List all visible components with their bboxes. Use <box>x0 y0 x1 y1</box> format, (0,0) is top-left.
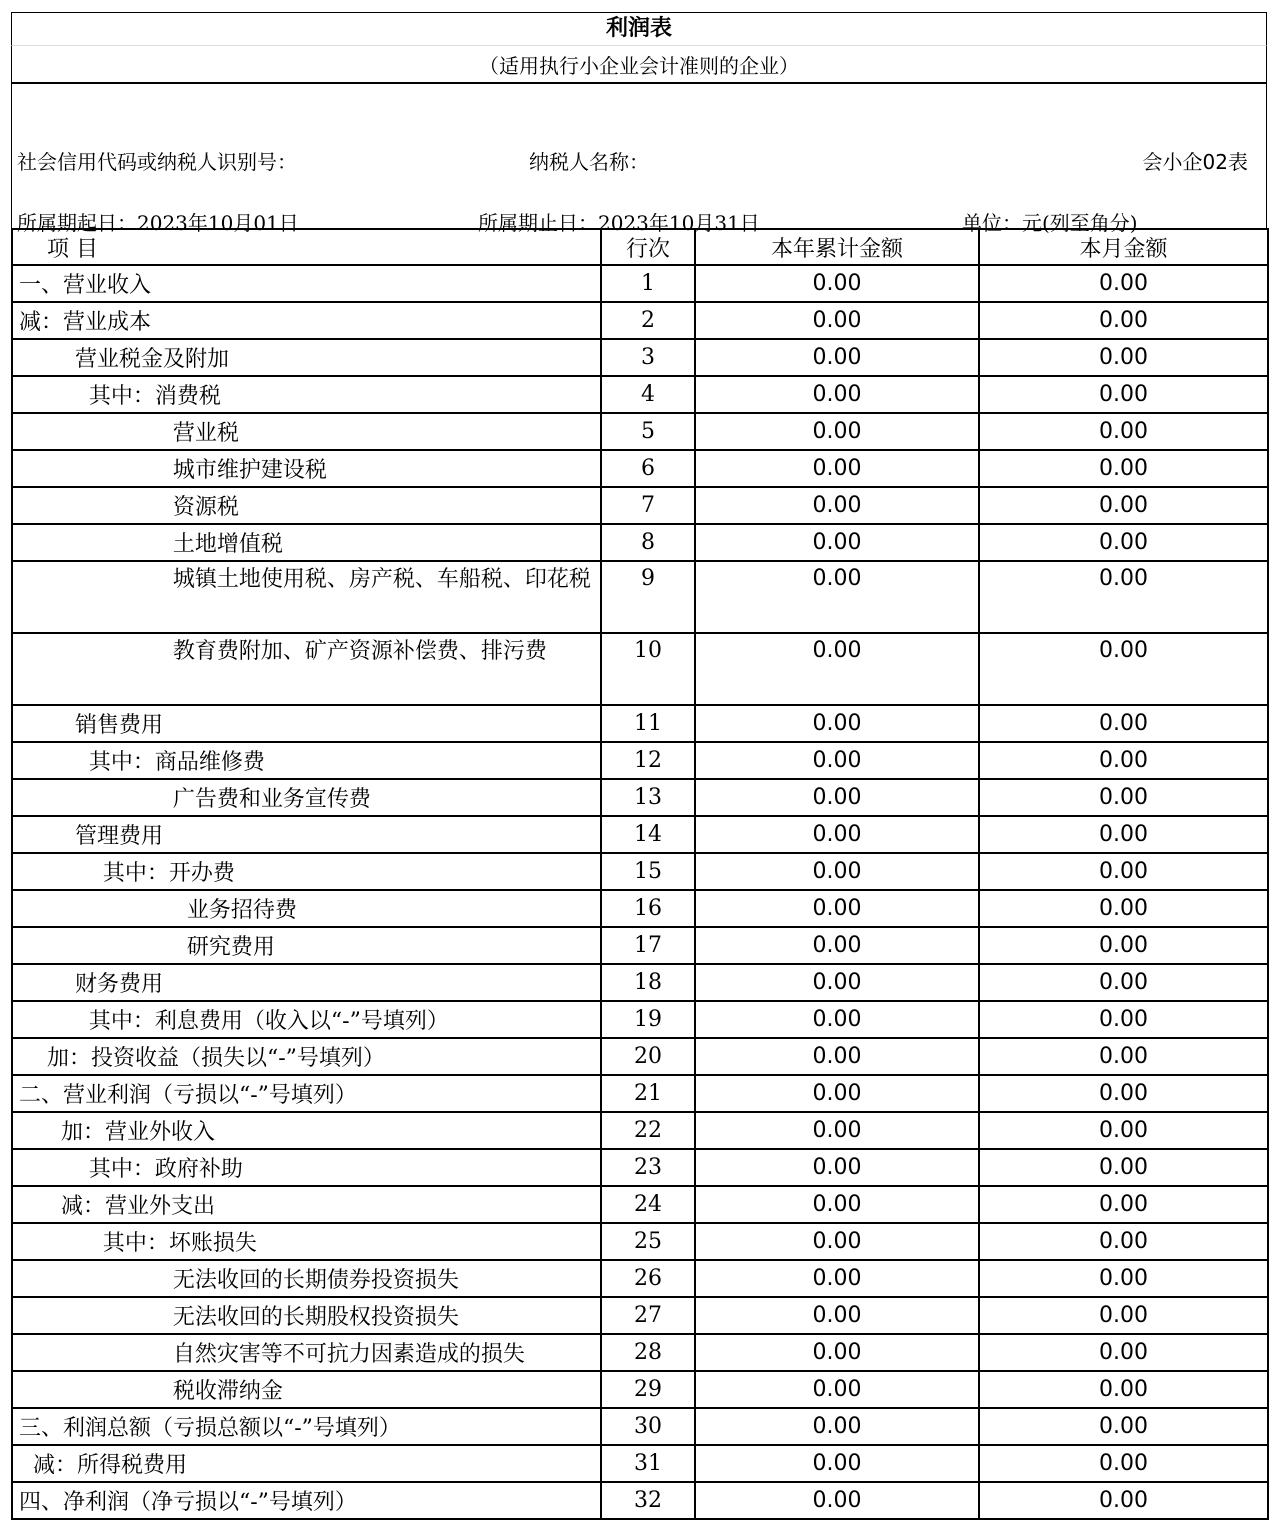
line-number-cell: 16 <box>601 890 695 927</box>
item-cell: 资源税 <box>12 487 601 524</box>
line-number-cell: 7 <box>601 487 695 524</box>
table-row <box>12 1149 1268 1186</box>
month-amount-cell: 0.00 <box>979 302 1268 339</box>
item-cell: 加：投资收益（损失以“-”号填列） <box>12 1038 601 1075</box>
ytd-amount-cell: 0.00 <box>695 742 979 779</box>
item-cell: 一、营业收入 <box>12 265 601 302</box>
ytd-amount-cell: 0.00 <box>695 1260 979 1297</box>
item-cell: 城镇土地使用税、房产税、车船税、印花税 <box>12 561 601 633</box>
ytd-amount-cell: 0.00 <box>695 1408 979 1445</box>
ytd-amount-cell: 0.00 <box>695 1001 979 1038</box>
month-amount-cell: 0.00 <box>979 1334 1268 1371</box>
item-cell: 其中：开办费 <box>12 853 601 890</box>
table-row <box>12 1075 1268 1112</box>
taxpayer-id-label: 社会信用代码或纳税人识别号： <box>17 150 297 174</box>
month-amount-cell: 0.00 <box>979 964 1268 1001</box>
table-row <box>12 413 1268 450</box>
item-cell: 广告费和业务宣传费 <box>12 779 601 816</box>
ytd-amount-cell: 0.00 <box>695 816 979 853</box>
month-amount-cell: 0.00 <box>979 1297 1268 1334</box>
column-header-month: 本月金额 <box>979 229 1268 265</box>
ytd-amount-cell: 0.00 <box>695 1112 979 1149</box>
month-amount-cell: 0.00 <box>979 1149 1268 1186</box>
table-row <box>12 376 1268 413</box>
month-amount-cell: 0.00 <box>979 487 1268 524</box>
ytd-amount-cell: 0.00 <box>695 1149 979 1186</box>
month-amount-cell: 0.00 <box>979 705 1268 742</box>
table-row <box>12 1001 1268 1038</box>
ytd-amount-cell: 0.00 <box>695 1482 979 1519</box>
item-cell: 无法收回的长期债券投资损失 <box>12 1260 601 1297</box>
ytd-amount-cell: 0.00 <box>695 1186 979 1223</box>
month-amount-cell: 0.00 <box>979 1075 1268 1112</box>
line-number-cell: 8 <box>601 524 695 561</box>
line-number-cell: 13 <box>601 779 695 816</box>
ytd-amount-cell: 0.00 <box>695 524 979 561</box>
taxpayer-name-label: 纳税人名称： <box>529 150 649 174</box>
month-amount-cell: 0.00 <box>979 1445 1268 1482</box>
line-number-cell: 32 <box>601 1482 695 1519</box>
period-end: 所属期止日：2023年10月31日 <box>478 211 760 235</box>
table-row <box>12 742 1268 779</box>
line-number-cell: 27 <box>601 1297 695 1334</box>
line-number-cell: 12 <box>601 742 695 779</box>
table-row <box>12 779 1268 816</box>
item-cell: 营业税金及附加 <box>12 339 601 376</box>
line-number-cell: 10 <box>601 633 695 705</box>
table-body <box>12 265 1268 1519</box>
line-number-cell: 30 <box>601 1408 695 1445</box>
table-row <box>12 927 1268 964</box>
month-amount-cell: 0.00 <box>979 853 1268 890</box>
item-cell: 三、利润总额（亏损总额以“-”号填列） <box>12 1408 601 1445</box>
item-cell: 销售费用 <box>12 705 601 742</box>
item-cell: 土地增值税 <box>12 524 601 561</box>
table-row <box>12 816 1268 853</box>
column-header-ytd: 本年累计金额 <box>695 229 979 265</box>
month-amount-cell: 0.00 <box>979 1223 1268 1260</box>
item-cell: 二、营业利润（亏损以“-”号填列） <box>12 1075 601 1112</box>
item-cell: 研究费用 <box>12 927 601 964</box>
line-number-cell: 31 <box>601 1445 695 1482</box>
table-row <box>12 1482 1268 1519</box>
ytd-amount-cell: 0.00 <box>695 339 979 376</box>
line-number-cell: 28 <box>601 1334 695 1371</box>
month-amount-cell: 0.00 <box>979 524 1268 561</box>
ytd-amount-cell: 0.00 <box>695 779 979 816</box>
ytd-amount-cell: 0.00 <box>695 450 979 487</box>
month-amount-cell: 0.00 <box>979 1112 1268 1149</box>
table-row <box>12 265 1268 302</box>
page-title: 利润表 <box>11 12 1267 46</box>
ytd-amount-cell: 0.00 <box>695 705 979 742</box>
income-table <box>11 228 1269 1520</box>
table-row <box>12 890 1268 927</box>
month-amount-cell: 0.00 <box>979 1001 1268 1038</box>
item-cell: 教育费附加、矿产资源补偿费、排污费 <box>12 633 601 705</box>
month-amount-cell: 0.00 <box>979 1186 1268 1223</box>
period-start: 所属期起日：2023年10月01日 <box>17 211 299 235</box>
line-number-cell: 3 <box>601 339 695 376</box>
ytd-amount-cell: 0.00 <box>695 633 979 705</box>
table-row <box>12 964 1268 1001</box>
item-cell: 减：营业外支出 <box>12 1186 601 1223</box>
table-row <box>12 1334 1268 1371</box>
item-cell: 自然灾害等不可抗力因素造成的损失 <box>12 1334 601 1371</box>
line-number-cell: 21 <box>601 1075 695 1112</box>
line-number-cell: 11 <box>601 705 695 742</box>
month-amount-cell: 0.00 <box>979 1038 1268 1075</box>
line-number-cell: 26 <box>601 1260 695 1297</box>
item-cell: 无法收回的长期股权投资损失 <box>12 1297 601 1334</box>
table-row <box>12 302 1268 339</box>
ytd-amount-cell: 0.00 <box>695 376 979 413</box>
line-number-cell: 20 <box>601 1038 695 1075</box>
column-header-line: 行次 <box>601 229 695 265</box>
ytd-amount-cell: 0.00 <box>695 927 979 964</box>
line-number-cell: 1 <box>601 265 695 302</box>
ytd-amount-cell: 0.00 <box>695 853 979 890</box>
item-cell: 减：所得税费用 <box>12 1445 601 1482</box>
line-number-cell: 9 <box>601 561 695 633</box>
month-amount-cell: 0.00 <box>979 1408 1268 1445</box>
ytd-amount-cell: 0.00 <box>695 1445 979 1482</box>
table-row <box>12 1112 1268 1149</box>
item-cell: 管理费用 <box>12 816 601 853</box>
ytd-amount-cell: 0.00 <box>695 1297 979 1334</box>
item-cell: 营业税 <box>12 413 601 450</box>
line-number-cell: 2 <box>601 302 695 339</box>
line-number-cell: 22 <box>601 1112 695 1149</box>
month-amount-cell: 0.00 <box>979 1371 1268 1408</box>
month-amount-cell: 0.00 <box>979 927 1268 964</box>
table-row <box>12 1223 1268 1260</box>
ytd-amount-cell: 0.00 <box>695 561 979 633</box>
item-cell: 税收滞纳金 <box>12 1371 601 1408</box>
item-cell: 四、净利润（净亏损以“-”号填列） <box>12 1482 601 1519</box>
item-cell: 其中：政府补助 <box>12 1149 601 1186</box>
line-number-cell: 5 <box>601 413 695 450</box>
table-row <box>12 1038 1268 1075</box>
table-row <box>12 1408 1268 1445</box>
line-number-cell: 14 <box>601 816 695 853</box>
ytd-amount-cell: 0.00 <box>695 1075 979 1112</box>
table-row <box>12 705 1268 742</box>
form-code: 会小企02表 <box>1142 150 1248 174</box>
ytd-amount-cell: 0.00 <box>695 1038 979 1075</box>
item-cell: 加：营业外收入 <box>12 1112 601 1149</box>
table-row <box>12 561 1268 633</box>
item-cell: 其中：消费税 <box>12 376 601 413</box>
table-row <box>12 487 1268 524</box>
ytd-amount-cell: 0.00 <box>695 890 979 927</box>
month-amount-cell: 0.00 <box>979 1482 1268 1519</box>
line-number-cell: 15 <box>601 853 695 890</box>
month-amount-cell: 0.00 <box>979 633 1268 705</box>
ytd-amount-cell: 0.00 <box>695 964 979 1001</box>
item-cell: 财务费用 <box>12 964 601 1001</box>
ytd-amount-cell: 0.00 <box>695 1371 979 1408</box>
month-amount-cell: 0.00 <box>979 779 1268 816</box>
ytd-amount-cell: 0.00 <box>695 302 979 339</box>
item-cell: 其中：坏账损失 <box>12 1223 601 1260</box>
ytd-amount-cell: 0.00 <box>695 487 979 524</box>
item-cell: 减：营业成本 <box>12 302 601 339</box>
line-number-cell: 23 <box>601 1149 695 1186</box>
month-amount-cell: 0.00 <box>979 413 1268 450</box>
month-amount-cell: 0.00 <box>979 339 1268 376</box>
month-amount-cell: 0.00 <box>979 265 1268 302</box>
table-row <box>12 339 1268 376</box>
page-subtitle: （适用执行小企业会计准则的企业） <box>11 46 1267 84</box>
item-cell: 其中：商品维修费 <box>12 742 601 779</box>
table-row <box>12 1445 1268 1482</box>
item-cell: 其中：利息费用（收入以“-”号填列） <box>12 1001 601 1038</box>
header-info <box>11 84 1267 235</box>
ytd-amount-cell: 0.00 <box>695 413 979 450</box>
unit-label: 单位：元(列至角分) <box>962 211 1138 235</box>
month-amount-cell: 0.00 <box>979 816 1268 853</box>
table-row <box>12 853 1268 890</box>
table-row <box>12 1186 1268 1223</box>
table-row <box>12 450 1268 487</box>
line-number-cell: 24 <box>601 1186 695 1223</box>
ytd-amount-cell: 0.00 <box>695 1334 979 1371</box>
line-number-cell: 4 <box>601 376 695 413</box>
income-statement-sheet <box>11 12 1267 1520</box>
item-cell: 城市维护建设税 <box>12 450 601 487</box>
item-cell: 业务招待费 <box>12 890 601 927</box>
ytd-amount-cell: 0.00 <box>695 265 979 302</box>
table-row <box>12 1371 1268 1408</box>
month-amount-cell: 0.00 <box>979 890 1268 927</box>
line-number-cell: 19 <box>601 1001 695 1038</box>
month-amount-cell: 0.00 <box>979 1260 1268 1297</box>
table-row <box>12 1297 1268 1334</box>
line-number-cell: 6 <box>601 450 695 487</box>
month-amount-cell: 0.00 <box>979 561 1268 633</box>
ytd-amount-cell: 0.00 <box>695 1223 979 1260</box>
month-amount-cell: 0.00 <box>979 742 1268 779</box>
line-number-cell: 29 <box>601 1371 695 1408</box>
table-row <box>12 1260 1268 1297</box>
line-number-cell: 25 <box>601 1223 695 1260</box>
table-row <box>12 524 1268 561</box>
month-amount-cell: 0.00 <box>979 376 1268 413</box>
month-amount-cell: 0.00 <box>979 450 1268 487</box>
line-number-cell: 18 <box>601 964 695 1001</box>
column-header-item: 项 目 <box>12 229 601 265</box>
line-number-cell: 17 <box>601 927 695 964</box>
table-row <box>12 633 1268 705</box>
